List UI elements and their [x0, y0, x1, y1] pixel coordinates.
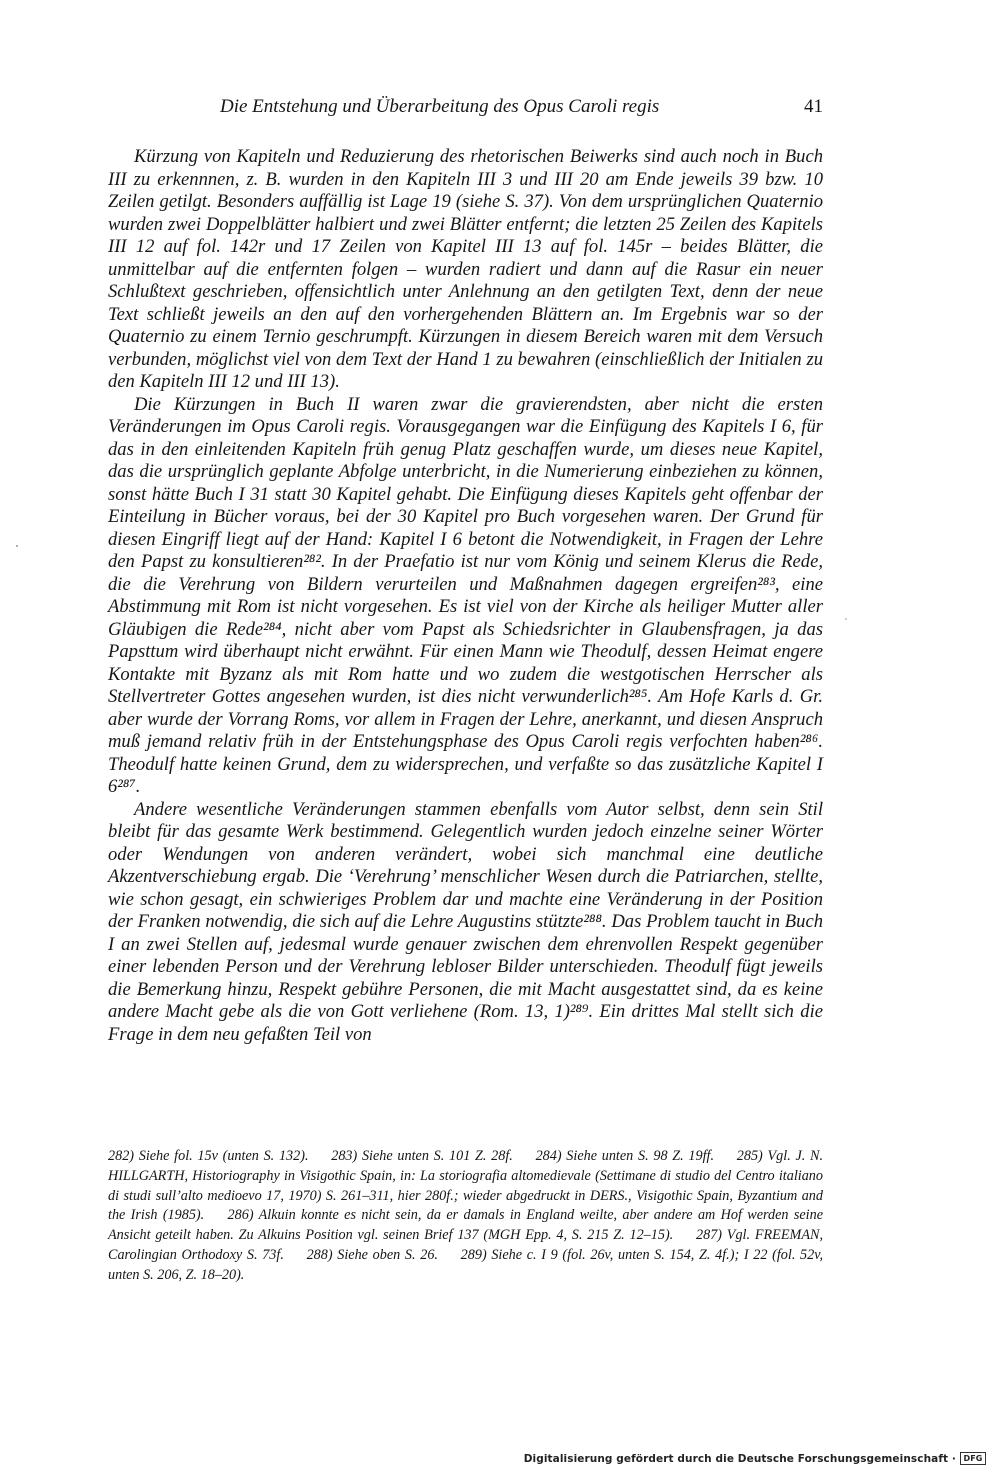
paragraph: Die Kürzungen in Buch II waren zwar die gravierendsten, aber nicht die ersten Veränderungen im Opus Caroli regis. Vorausgegangen war die Einfügung des Kapitels I 6, für das in den einleitenden Kapiteln früh genug Platz geschaffen wurde, um dieses neue Kapitel, das die ursprünglich geplante Abfolge unterbricht, in die Numerierung einbeziehen zu können, sonst hätte Buch I 31 statt 30 Kapitel gehabt. Die Einfügung dieses Kapitels geht offenbar der Einteilung in Bücher voraus, bei der 30 Kapitel pro Buch vorgesehen waren. Der Grund für diesen Eingriff liegt auf der Hand: Kapitel I 6 betont die Notwendigkeit, in Fragen der Lehre den Papst zu konsultieren²⁸². In der Praefatio ist nur vom König und seinem Klerus die Rede, die die Verehrung von Bildern verurteilen und Maßnahmen dagegen ergreifen²⁸³, eine Abstimmung mit Rom ist nicht vorgesehen. Es ist viel von der Kirche als heiliger Mutter aller Gläubigen die Rede²⁸⁴, nicht aber vom Papst als Schiedsrichter in Glaubensfragen, ja das Papsttum wird überhaupt nicht erwähnt. Für einen Mann wie Theodulf, dessen Heimat engere Kontakte mit Byzanz als mit Rom hatte und wo zudem die westgotischen Herrscher als Stellvertreter Gottes angesehen wurden, ist dies nicht verwunderlich²⁸⁵. Am Hofe Karls d. Gr. aber wurde der Vorrang Roms, vor allem in Fragen der Lehre, anerkannt, und diesen Anspruch muß jemand relativ früh in der Entstehungsphase des Opus Caroli regis verfochten haben²⁸⁶. Theodulf hatte keinen Grund, dem zu widersprechen, und verfaßte so das zusätzliche Kapitel I 6²⁸⁷. [108, 393, 823, 797]
footnote-284: 284) Siehe unten S. 98 Z. 19ff. [535, 1148, 715, 1164]
footnotes [108, 1147, 823, 1286]
digitization-credit [524, 1452, 986, 1465]
footnote-282: 282) Siehe fol. 15v (unten S. 132). [108, 1148, 309, 1164]
dfg-logo-icon: DFG [960, 1452, 986, 1465]
footnote-287: 287) Vgl. FREEMAN, Carolingian Orthodoxy S. 73f. [108, 1227, 823, 1263]
running-title: Die Entstehung und Überarbeitung des Opus Caroli regis [220, 96, 660, 117]
footnote-288: 288) Siehe oben S. 26. [306, 1246, 438, 1263]
footnote-283: 283) Siehe unten S. 101 Z. 28f. [331, 1148, 513, 1164]
scan-speck [16, 545, 18, 547]
credit-text: Digitalisierung gefördert durch die Deutsche Forschungsgemeinschaft · [523, 1452, 956, 1465]
main-text [108, 146, 823, 1046]
scan-speck [845, 618, 847, 620]
paragraph: Andere wesentliche Veränderungen stammen ebenfalls vom Autor selbst, denn sein Stil bleibt für das gesamte Werk bestimmend. Gelegentlich wurden jedoch einzelne seiner Wörter oder Wendungen von anderen verändert, wobei sich manchmal eine deutliche Akzentverschiebung ergab. Die ‘Verehrung’ menschlicher Wesen durch die Patriarchen, stellte, wie schon gesagt, ein schwieriges Problem dar und machte eine Veränderung in der Position der Franken notwendig, die sich auf die Lehre Augustins stützte²⁸⁸. Das Problem taucht in Buch I an zwei Stellen auf, jedesmal wurde genauer zwischen dem ehrenvollen Respekt gegenüber einer lebenden Person und der Verehrung lebloser Bilder unterschieden. Theodulf fügt jeweils die Bemerkung hinzu, Respekt gebühre Personen, die mit Macht ausgestattet sind, da es keine andere Macht gebe als die von Gott verliehene (Rom. 13, 1)²⁸⁹. Ein drittes Mal stellt sich die Frage in dem neu gefaßten Teil von [108, 798, 823, 1045]
paragraph: Kürzung von Kapiteln und Reduzierung des rhetorischen Beiwerks sind auch noch in Buch III zu erkennnen, z. B. wurden in den Kapiteln III 3 und III 20 am Ende jeweils 39 bzw. 10 Zeilen getilgt. Besonders auffällig ist Lage 19 (siehe S. 37). Von dem ursprünglichen Quaternio wurden zwei Doppelblätter halbiert und zwei Blätter entfernt; die letzten 25 Zeilen des Kapitels III 12 auf fol. 142r und 17 Zeilen von Kapitel III 13 auf fol. 145r – beides Blätter, die unmittelbar auf die entfernten folgen – wurden radiert und dann auf die Rasur ein neuer Schlußtext geschrieben, offensichtlich unter Anlehnung an den getilgten Text, denn der neue Text schließt jeweils an den auf den vorhergehenden Blättern an. Im Ergebnis war so der Quaternio zu einem Ternio geschrumpft. Kürzungen in diesem Bereich waren mit dem Versuch verbunden, möglichst viel von dem Text der Hand 1 zu bewahren (einschließlich der Initialen zu den Kapiteln III 12 und III 13). [108, 146, 823, 392]
footnote-289: 289) Siehe c. I 9 (fol. 26v, unten S. 154, Z. 4f.); I 22 (fol. 52v, unten S. 206, Z. 18–20). [108, 1246, 824, 1283]
footnote-286: 286) Alkuin konnte es nicht sein, da er damals in England weilte, aber andere am Hof werden seine Ansicht geteilt haben. Zu Alkuins Position vgl. seinen Brief 137 (MGH Epp. 4, S. 215 Z. 12–15). [108, 1207, 823, 1244]
page-number: 41 [804, 96, 823, 117]
footnote-285: 285) Vgl. J. N. HILLGARTH, Historiography in Visigothic Spain, in: La storiografia altomedievale (Settimane di studio del Centro italiano di studi sull’alto medioevo 17, 1970) S. 261–311, hier 280f.; wieder abgedruckt in DERS., Visigothic Spain, Byzantium and the Irish (1985). [108, 1148, 824, 1224]
